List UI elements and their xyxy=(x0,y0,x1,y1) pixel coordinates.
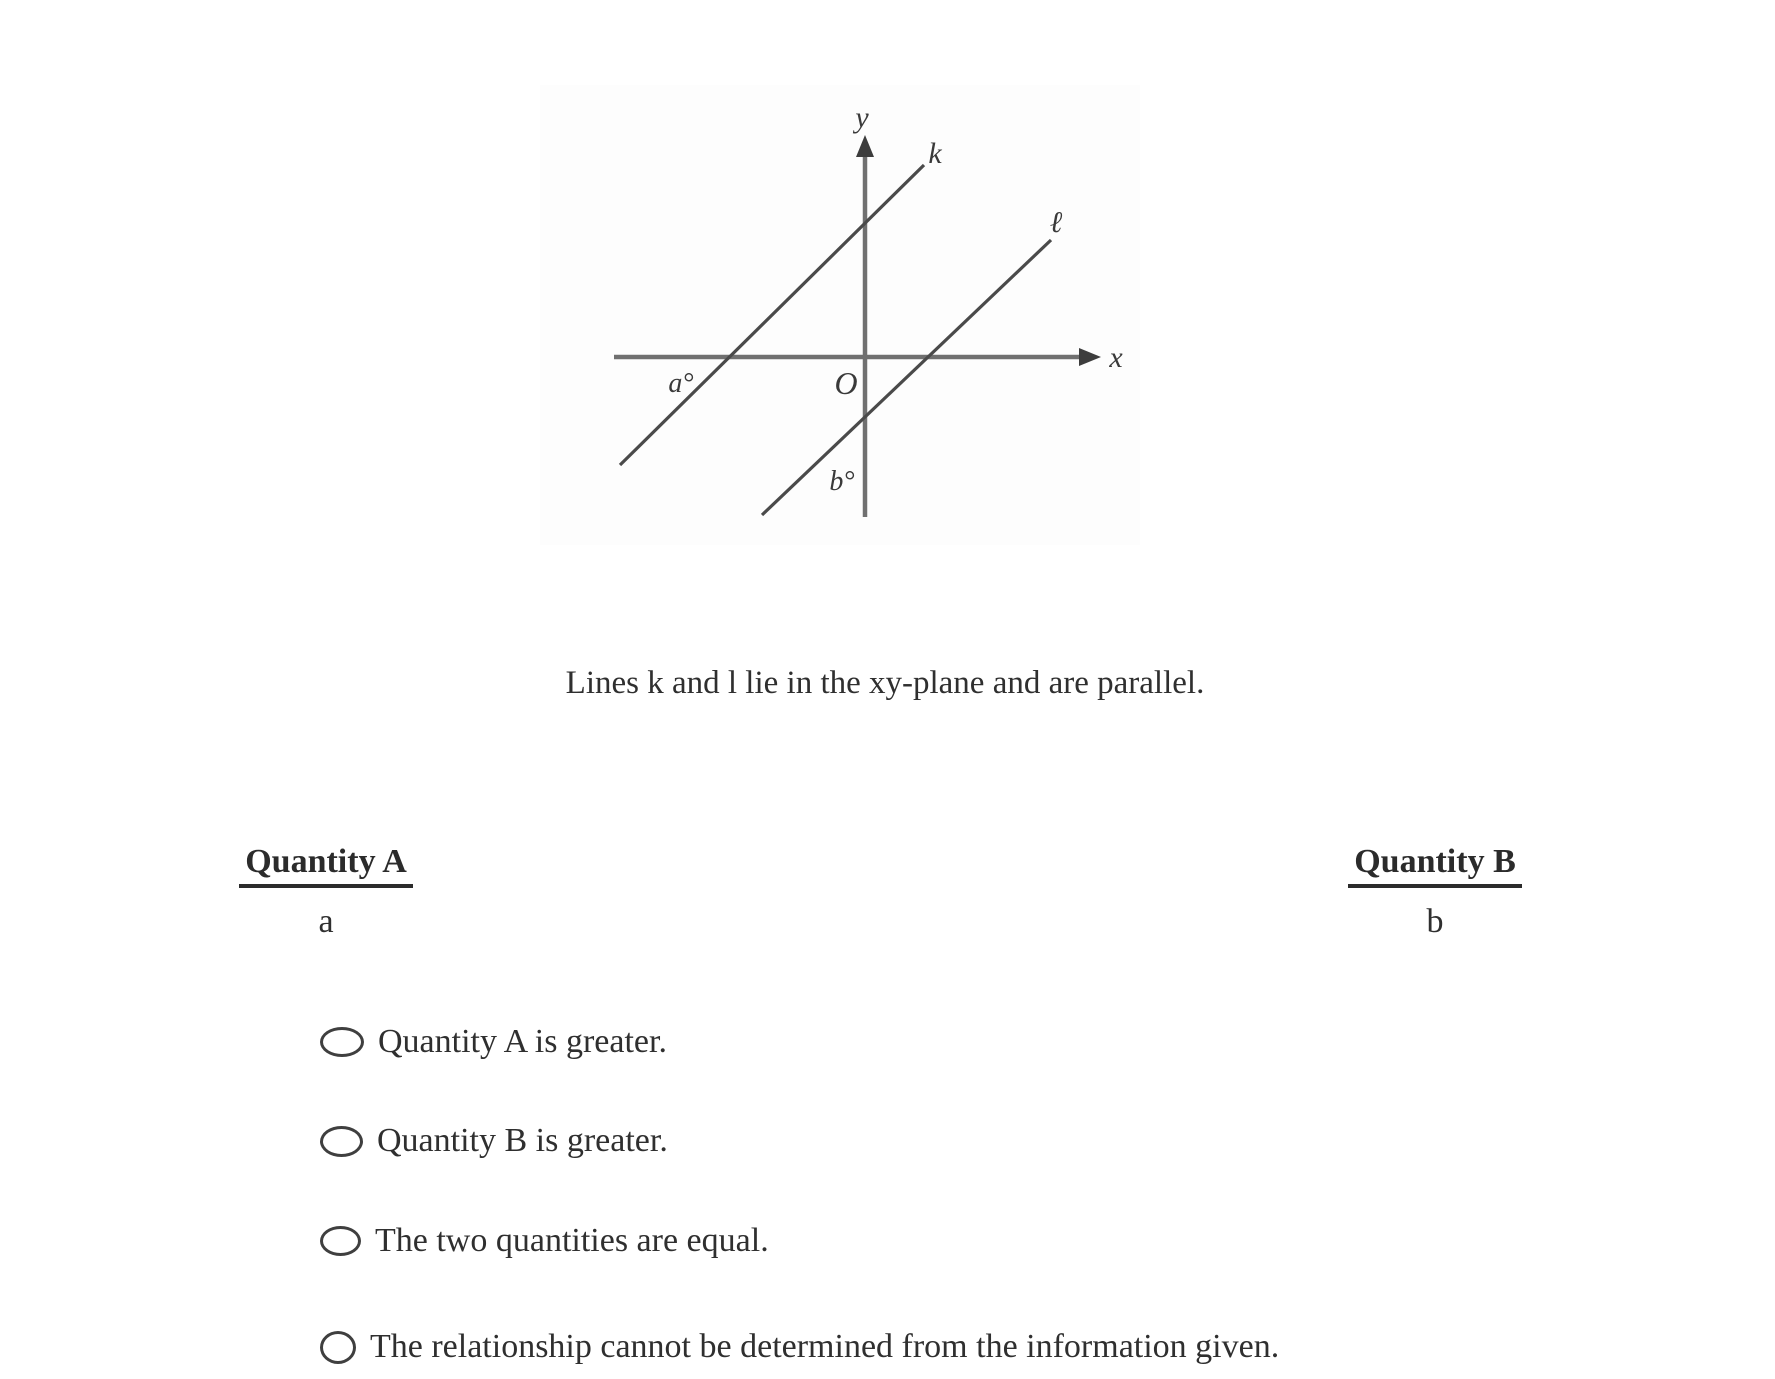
quantity-b-value-cell xyxy=(1285,903,1585,941)
xy-plane-diagram xyxy=(540,85,1140,545)
quantity-b-header: Quantity B xyxy=(1348,843,1522,888)
quantity-b-value: b xyxy=(1426,903,1444,940)
line-k-label: k xyxy=(928,137,942,170)
answer-option-label: The relationship cannot be determined from the information given. xyxy=(370,1328,1280,1365)
radio-oval-icon[interactable] xyxy=(320,1226,361,1256)
answer-option-cannot-determine[interactable] xyxy=(320,1324,1279,1370)
answer-option-label: The two quantities are equal. xyxy=(375,1222,769,1259)
answer-option-label: Quantity A is greater. xyxy=(378,1023,667,1060)
diagram-caption: Lines k and l lie in the xy-plane and are parallel. xyxy=(565,665,1205,701)
answer-option-quantity-a[interactable] xyxy=(320,1019,667,1065)
answer-option-quantity-b[interactable] xyxy=(320,1118,668,1164)
answer-option-equal[interactable] xyxy=(320,1218,769,1264)
angle-b-label: b° xyxy=(829,466,855,497)
radio-oval-icon[interactable] xyxy=(320,1126,363,1157)
quantity-b-column xyxy=(1285,843,1585,888)
quantity-a-value-cell xyxy=(176,903,476,941)
x-axis-label: x xyxy=(1109,341,1123,374)
y-axis-label: y xyxy=(855,101,869,134)
xy-plane-svg xyxy=(540,85,1140,545)
quantity-a-column xyxy=(176,843,476,888)
line-k xyxy=(620,165,924,465)
quantity-a-header: Quantity A xyxy=(239,843,413,888)
y-axis-arrow-icon xyxy=(856,135,874,157)
origin-label: O xyxy=(834,365,858,401)
radio-oval-icon[interactable] xyxy=(320,1027,364,1057)
angle-a-label: a° xyxy=(668,368,694,399)
x-axis-arrow-icon xyxy=(1079,348,1101,366)
answer-option-label: Quantity B is greater. xyxy=(377,1122,668,1159)
radio-oval-icon[interactable] xyxy=(320,1331,356,1364)
quantity-a-value: a xyxy=(318,903,334,940)
line-l-label: ℓ xyxy=(1049,206,1063,239)
